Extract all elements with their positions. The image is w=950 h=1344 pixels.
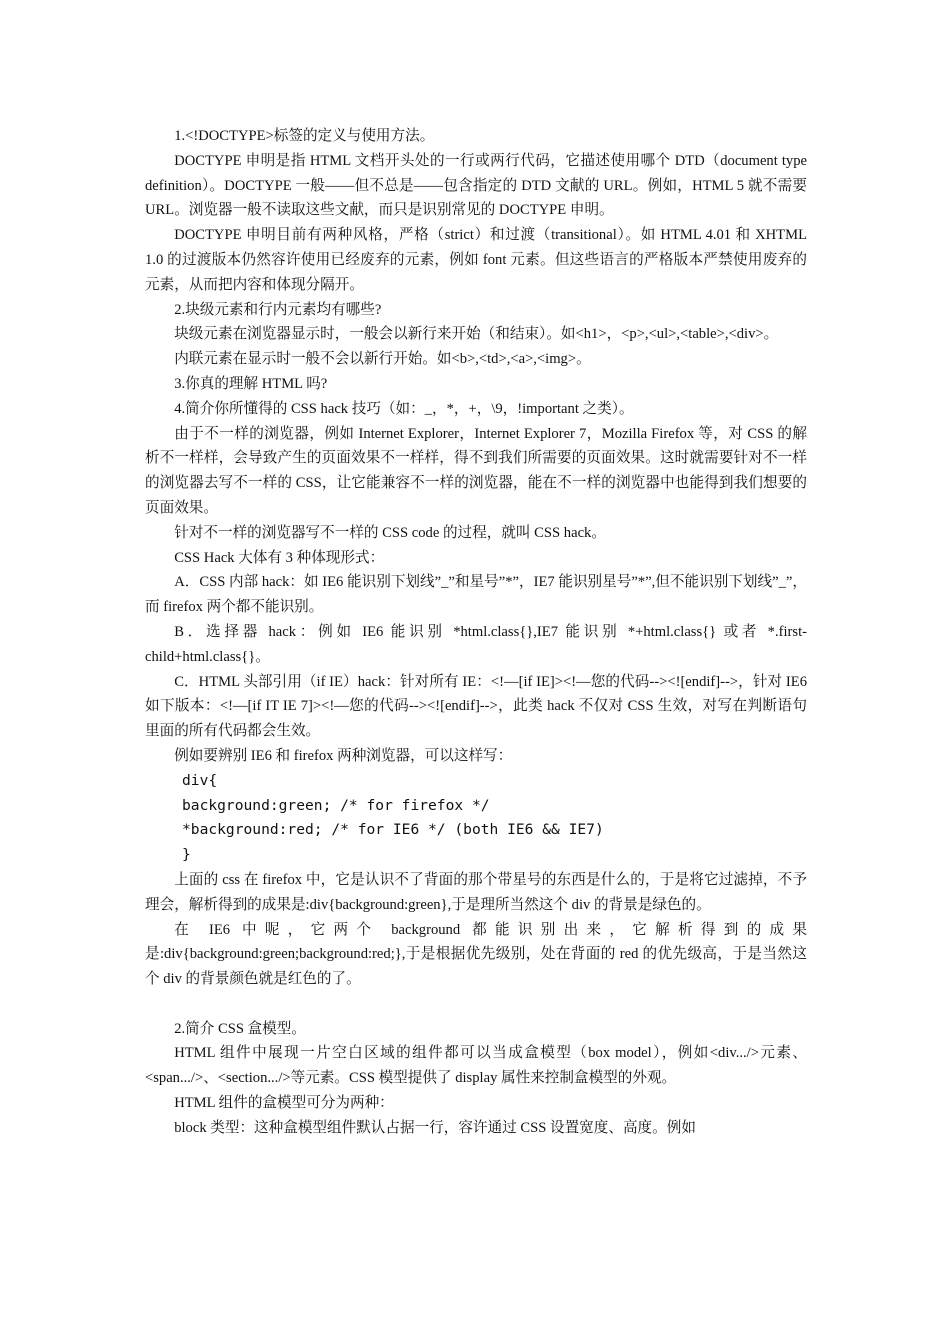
paragraph-block-elements: 块级元素在浏览器显示时，一般会以新行来开始（和结束）。如<h1>，<p>,<ul>,<table>,<div>。 <box>174 326 779 343</box>
paragraph-doctype-styles: DOCTYPE 申明目前有两种风格，严格（strict）和过渡（transitional）。如 HTML 4.01 和 XHTML 1.0 的过渡版本仍然容许使用已经废弃的元素，例如 font 元素。但这些语言的严格版本严禁使用废弃的元素，从而把内容和体现分隔开。 <box>145 227 807 293</box>
heading-understand-html: 3.你真的理解 HTML 吗? <box>174 375 328 392</box>
paragraph-browser-differences: 由于不一样的浏览器，例如 Internet Explorer，Internet Explorer 7，Mozilla Firefox 等，对 CSS 的解析不一样样，会导致产生的页面效果不一样样，得不到我们所需要的页面效果。这时就需要针对不一样的浏览器去写不一样的 CSS，让它能兼容不一样的浏览器，能在不一样的浏览器中也能得到我们想要的页面效果。 <box>145 425 807 516</box>
heading-doctype: 1.<!DOCTYPE>标签的定义与使用方法。 <box>174 128 435 144</box>
heading-css-hack: 4.简介你所懂得的 CSS hack 技巧（如：_，*，+，\9，!important 之类）。 <box>174 400 634 417</box>
paragraph-box-model-intro: HTML 组件中展现一片空白区域的组件都可以当成盒模型（box model），例如<div.../>元素、<span.../>、<section.../>等元素。CSS 模型提供了 display 属性来控制盒模型的外观。 <box>145 1045 807 1087</box>
code-line: *background:red; /* for IE6 */ (both IE6 && IE7) <box>182 821 604 839</box>
paragraph-example-intro: 例如要辨别 IE6 和 firefox 两种浏览器，可以这样写： <box>174 747 513 764</box>
paragraph-inline-elements: 内联元素在显示时一般不会以新行开始。如<b>,<td>,<a>,<img>。 <box>174 351 591 368</box>
paragraph-hack-b: B．选择器 hack：例如 IE6 能识别 *html.class{},IE7 能识别 *+html.class{} 或者 *.first-child+html.class{}。 <box>145 623 807 665</box>
heading-box-model: 2.简介 CSS 盒模型。 <box>174 1020 306 1037</box>
paragraph-ie6-result: 在 IE6 中呢，它两个 background 都能识别出来，它解析得到的成果是:div{background:green;background:red;},于是根据优先级别，处在背面的 red 的优先级高，于是当然这个 div 的背景颜色就是红色的了。 <box>145 921 807 988</box>
paragraph-hack-a: A．CSS 内部 hack：如 IE6 能识别下划线”_”和星号”*”，IE7 能识别星号”*”,但不能识别下划线”_”，而 firefox 两个都不能识别。 <box>145 574 807 616</box>
paragraph-css-hack-definition: 针对不一样的浏览器写不一样的 CSS code 的过程，就叫 CSS hack。 <box>174 524 606 541</box>
paragraph-hack-forms: CSS Hack 大体有 3 种体现形式： <box>174 549 385 566</box>
paragraph-doctype-definition: DOCTYPE 申明是指 HTML 文档开头处的一行或两行代码，它描述使用哪个 DTD（document type definition）。DOCTYPE 一般——但不总是——包含指定的 DTD 文献的 URL。例如，HTML 5 就不需要 URL。浏览器一般不读取这些文献，而只是识别常见的 DOCTYPE 申明。 <box>145 152 807 219</box>
code-line: background:green; /* for firefox */ <box>182 796 490 814</box>
code-line: div{ <box>182 771 218 789</box>
paragraph-hack-c: C．HTML 头部引用（if IE）hack：针对所有 IE：<!—[if IE]><!—您的代码--><![endif]-->，针对 IE6 如下版本：<!—[if IT IE 7]><!—您的代码--><![endif]-->，此类 hack 不仅对 CSS 生效，对写在判断语句里面的所有代码都会生效。 <box>145 673 807 740</box>
blank-line <box>145 992 807 1017</box>
document-page <box>145 124 807 1141</box>
code-block <box>145 769 807 868</box>
paragraph-box-model-types: HTML 组件的盒模型可分为两种： <box>174 1095 394 1112</box>
code-line: } <box>182 846 191 864</box>
heading-block-inline: 2.块级元素和行内元素均有哪些? <box>174 301 382 318</box>
paragraph-firefox-result: 上面的 css 在 firefox 中，它是认识不了背面的那个带星号的东西是什么的，于是将它过滤掉，不予理会，解析得到的成果是:div{background:green},于是理所当然这个 div 的背景是绿色的。 <box>145 871 807 913</box>
paragraph-block-type: block 类型：这种盒模型组件默认占据一行，容许通过 CSS 设置宽度、高度。例如 <box>174 1119 696 1136</box>
